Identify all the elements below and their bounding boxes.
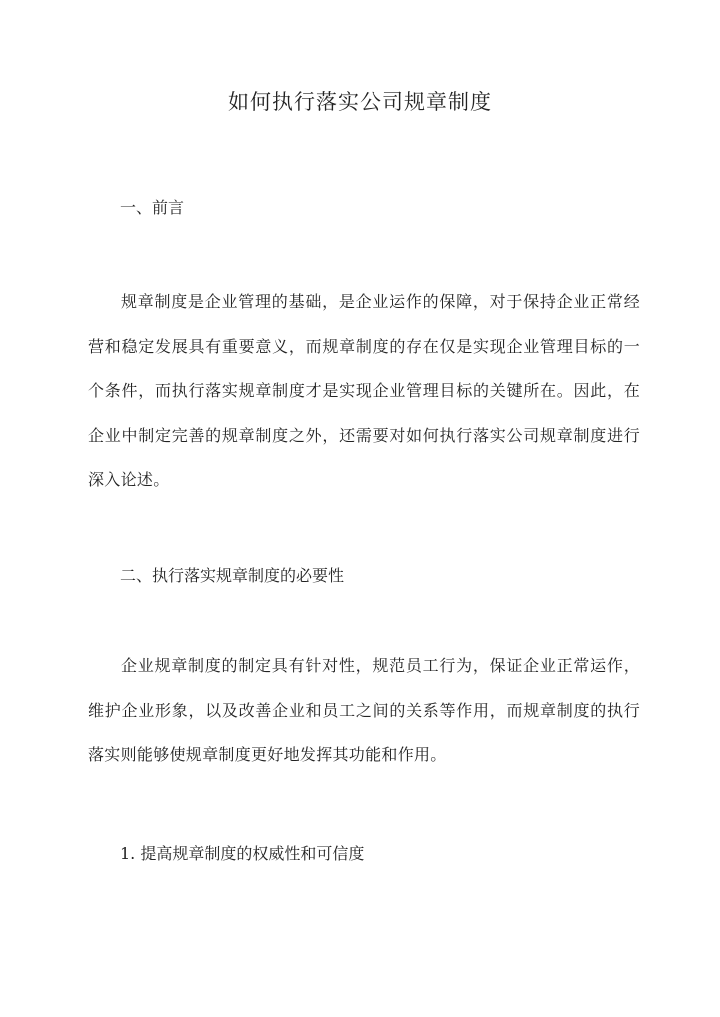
section-heading-necessity: 二、执行落实规章制度的必要性 [120, 566, 345, 585]
section-paragraph-necessity: 企业规章制度的制定具有针对性，规范员工行为，保证企业正常运作，维护企业形象，以及改善企业和员工之间的关系等作用，而规章制度的执行落实则能够使规章制度更好地发挥其功能和作用。 [88, 656, 640, 764]
subsection-heading-authority: 1. 提高规章制度的权威性和可信度 [120, 844, 365, 863]
section-paragraph-preface: 规章制度是企业管理的基础，是企业运作的保障，对于保持企业正常经营和稳定发展具有重要意义，而规章制度的存在仅是实现企业管理目标的一个条件，而执行落实规章制度才是实现企业管理目标的关键所在。因此，在企业中制定完善的规章制度之外，还需要对如何执行落实公司规章制度进行深入论述。 [88, 292, 640, 489]
section-heading-preface: 一、前言 [120, 198, 185, 217]
document-title: 如何执行落实公司规章制度 [228, 90, 492, 114]
